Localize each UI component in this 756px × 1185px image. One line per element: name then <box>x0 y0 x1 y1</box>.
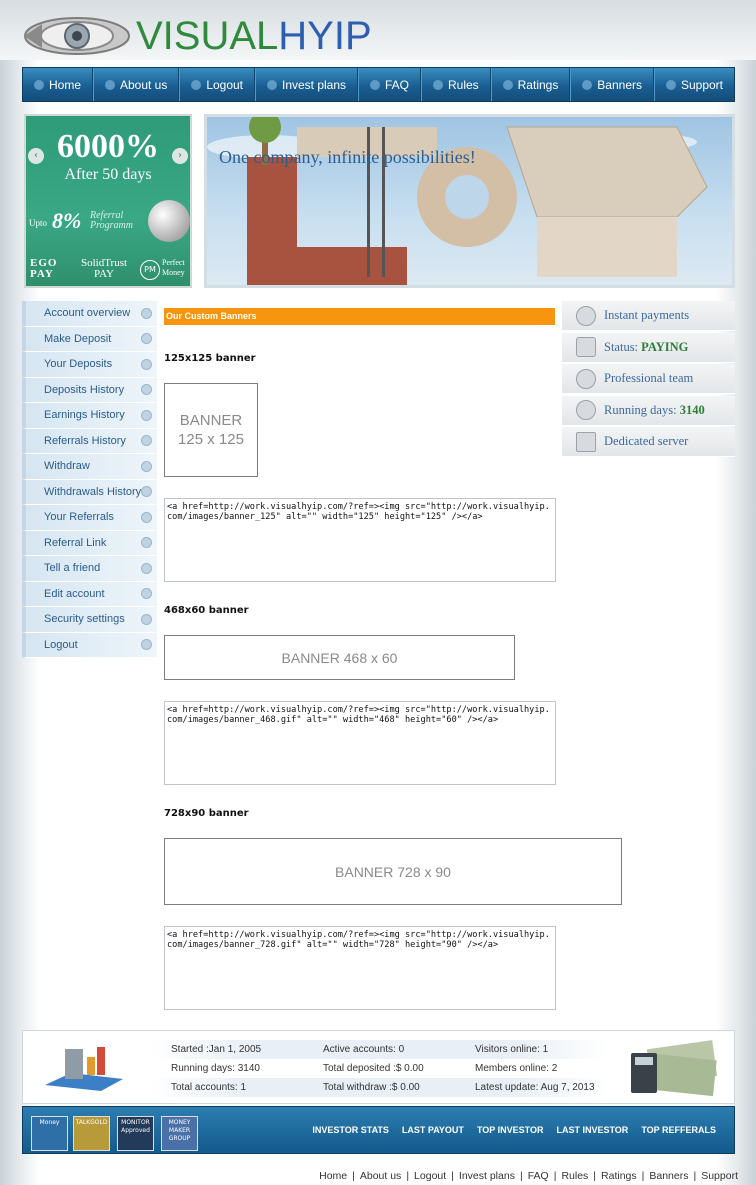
promo-percent: 6000% <box>57 128 159 165</box>
question-icon <box>370 80 380 90</box>
bottom-link-banners[interactable]: Banners <box>649 1170 689 1182</box>
hero-banner <box>204 114 735 288</box>
stats-table <box>151 1040 607 1097</box>
money-maker-group-badge[interactable]: MONEY MAKER GROUP <box>161 1116 198 1151</box>
promo-slider <box>24 114 192 288</box>
document-icon <box>433 80 443 90</box>
menu-deposits-history[interactable]: Deposits History <box>22 378 157 404</box>
banner-468-label: 468x60 banner <box>164 605 249 616</box>
chevron-right-icon <box>141 333 152 344</box>
nav-ratings[interactable]: Ratings <box>491 68 571 101</box>
chevron-right-icon <box>141 563 152 574</box>
feature-dedicated-server: Dedicated server <box>562 427 735 457</box>
menu-earnings-history[interactable]: Earnings History <box>22 403 157 429</box>
promo-upto: Upto <box>29 218 47 228</box>
nav-faq[interactable]: FAQ <box>358 68 421 101</box>
footer-link-investor-stats[interactable]: INVESTOR STATS <box>312 1125 389 1135</box>
feature-status: Status: PAYING <box>562 333 735 363</box>
banner-728-code-textarea[interactable]: <a href=http://work.visualhyip.com/?ref=><img src="http://work.visualhyip.com/images/banner_728.gif" alt="" width="728" height="90" /></a> <box>164 926 556 1010</box>
promo-referral-text: Referral Programm <box>90 210 133 231</box>
stopwatch-icon <box>576 400 596 420</box>
bottom-link-faq[interactable]: FAQ <box>527 1170 549 1182</box>
stat-active-accounts: Active accounts: 0 <box>323 1044 405 1055</box>
banner-728-label: 728x90 banner <box>164 808 249 819</box>
footer-link-last-investor[interactable]: LAST INVESTOR <box>556 1125 629 1135</box>
solidtrust-logo: SolidTrust PAY <box>80 257 128 280</box>
bottom-link-support[interactable]: Support <box>701 1170 738 1182</box>
stat-started: Started :Jan 1, 2005 <box>171 1044 262 1055</box>
menu-account-overview[interactable]: Account overview <box>22 301 157 327</box>
chevron-right-icon <box>141 384 152 395</box>
footer-links <box>312 1107 716 1153</box>
stat-running-days: Running days: 3140 <box>171 1063 260 1074</box>
promo-prev-arrow-icon[interactable]: ‹ <box>28 148 44 164</box>
menu-security-settings[interactable]: Security settings <box>22 607 157 633</box>
stat-total-accounts: Total accounts: 1 <box>171 1082 247 1093</box>
egopay-logo: EGO PAY <box>30 257 58 280</box>
banner-728-preview: BANNER 728 x 90 <box>164 838 622 905</box>
nav-about-us[interactable]: About us <box>93 68 179 101</box>
team-icon <box>576 369 596 389</box>
footer-bar <box>22 1106 735 1154</box>
stat-total-withdraw: Total withdraw :$ 0.00 <box>323 1082 420 1093</box>
chevron-right-icon <box>141 410 152 421</box>
banner-468-code-textarea[interactable]: <a href=http://work.visualhyip.com/?ref=><img src="http://work.visualhyip.com/images/banner_468.gif" alt="" width="468" height="60" /></a> <box>164 701 556 785</box>
chevron-right-icon <box>141 461 152 472</box>
nav-banners[interactable]: Banners <box>570 68 654 101</box>
promo-next-arrow-icon[interactable]: › <box>172 148 188 164</box>
checkmark-icon <box>576 337 596 357</box>
menu-withdrawals-history[interactable]: Withdrawals History <box>22 480 157 506</box>
bottom-links: Home | About us | Logout | Invest plans | FAQ | Rules | Ratings | Banners | Support <box>319 1170 738 1182</box>
banner-125-code-textarea[interactable]: <a href=http://work.visualhyip.com/?ref=><img src="http://work.visualhyip.com/images/banner_125" alt="" width="125" height="125" /></a> <box>164 498 556 582</box>
chevron-right-icon <box>141 588 152 599</box>
talkgold-badge[interactable]: TALKGOLD <box>73 1116 110 1151</box>
stats-row <box>151 1059 607 1078</box>
chart-icon <box>267 80 277 90</box>
stats-panel <box>22 1030 735 1104</box>
chevron-right-icon <box>141 512 152 523</box>
menu-your-deposits[interactable]: Your Deposits <box>22 352 157 378</box>
chevron-right-icon <box>141 614 152 625</box>
menu-edit-account[interactable]: Edit account <box>22 582 157 608</box>
logo[interactable] <box>22 8 402 60</box>
account-menu <box>22 301 157 658</box>
stat-total-deposited: Total deposited :$ 0.00 <box>323 1063 424 1074</box>
bottom-link-logout[interactable]: Logout <box>414 1170 447 1182</box>
money-badge[interactable]: Money <box>31 1116 68 1151</box>
perfect-money-icon: PM <box>140 260 160 280</box>
bottom-link-home[interactable]: Home <box>319 1170 348 1182</box>
money-calculator-icon <box>629 1039 717 1097</box>
hero-slogan: One company, infinite possibilities! <box>219 147 476 167</box>
features-list <box>562 301 735 459</box>
chevron-right-icon <box>141 308 152 319</box>
footer-link-top-refferals[interactable]: TOP REFFERALS <box>641 1125 716 1135</box>
clock-icon <box>576 306 596 326</box>
chevron-right-icon <box>141 639 152 650</box>
stats-row <box>151 1078 607 1097</box>
stat-latest-update: Latest update: Aug 7, 2013 <box>475 1082 595 1093</box>
nav-logout[interactable]: Logout <box>179 68 255 101</box>
impossible-structure-illustration <box>207 117 732 285</box>
promo-referral-percent: 8% <box>52 208 82 233</box>
feature-running-days: Running days: 3140 <box>562 396 735 426</box>
home-icon <box>34 80 44 90</box>
menu-tell-a-friend[interactable]: Tell a friend <box>22 556 157 582</box>
star-icon <box>503 80 513 90</box>
menu-make-deposit[interactable]: Make Deposit <box>22 327 157 353</box>
chevron-right-icon <box>141 359 152 370</box>
user-icon <box>191 80 201 90</box>
section-title: Our Custom Banners <box>164 308 555 325</box>
bottom-link-rules[interactable]: Rules <box>561 1170 589 1182</box>
menu-withdraw[interactable]: Withdraw <box>22 454 157 480</box>
eye-logo-icon <box>22 14 132 58</box>
status-value: PAYING <box>641 339 689 354</box>
footer-link-top-investor[interactable]: TOP INVESTOR <box>476 1125 544 1135</box>
main-navigation <box>22 67 735 102</box>
stats-chart-icon <box>41 1039 125 1097</box>
disc-icon <box>148 200 190 242</box>
server-icon <box>576 432 596 452</box>
menu-logout[interactable]: Logout <box>22 633 157 659</box>
banner-468-preview: BANNER 468 x 60 <box>164 635 515 680</box>
promo-term: After 50 days <box>64 166 152 183</box>
banner-125-preview: BANNER 125 x 125 <box>164 383 258 477</box>
stat-members-online: Members online: 2 <box>475 1063 558 1074</box>
nav-home[interactable]: Home <box>23 68 93 101</box>
banner-125-label: 125x125 banner <box>164 353 256 364</box>
perfect-money-logo: Perfect Money <box>162 258 185 277</box>
running-days-value: 3140 <box>679 402 705 417</box>
banners-content <box>164 308 624 951</box>
footer-link-last-payout[interactable]: LAST PAYOUT <box>401 1125 464 1135</box>
bottom-link-invest-plans[interactable]: Invest plans <box>458 1170 515 1182</box>
stat-visitors-online: Visitors online: 1 <box>475 1044 549 1055</box>
menu-referrals-history[interactable]: Referrals History <box>22 429 157 455</box>
logo-wordmark: VISUALHYIP <box>136 14 372 58</box>
chat-icon <box>666 80 676 90</box>
chevron-right-icon <box>141 435 152 446</box>
bottom-link-ratings[interactable]: Ratings <box>601 1170 637 1182</box>
monitor-approved-badge[interactable]: MONITOR Approved <box>117 1116 154 1151</box>
chevron-right-icon <box>141 537 152 548</box>
stats-row <box>151 1040 607 1059</box>
menu-referral-link[interactable]: Referral Link <box>22 531 157 557</box>
menu-your-referrals[interactable]: Your Referrals <box>22 505 157 531</box>
feature-professional-team: Professional team <box>562 364 735 394</box>
bottom-link-about-us[interactable]: About us <box>359 1170 402 1182</box>
nav-rules[interactable]: Rules <box>421 68 491 101</box>
nav-support[interactable]: Support <box>654 68 734 101</box>
info-icon <box>105 80 115 90</box>
nav-invest-plans[interactable]: Invest plans <box>255 68 358 101</box>
feature-instant-payments: Instant payments <box>562 301 735 331</box>
image-icon <box>582 80 592 90</box>
chevron-right-icon <box>141 486 152 497</box>
